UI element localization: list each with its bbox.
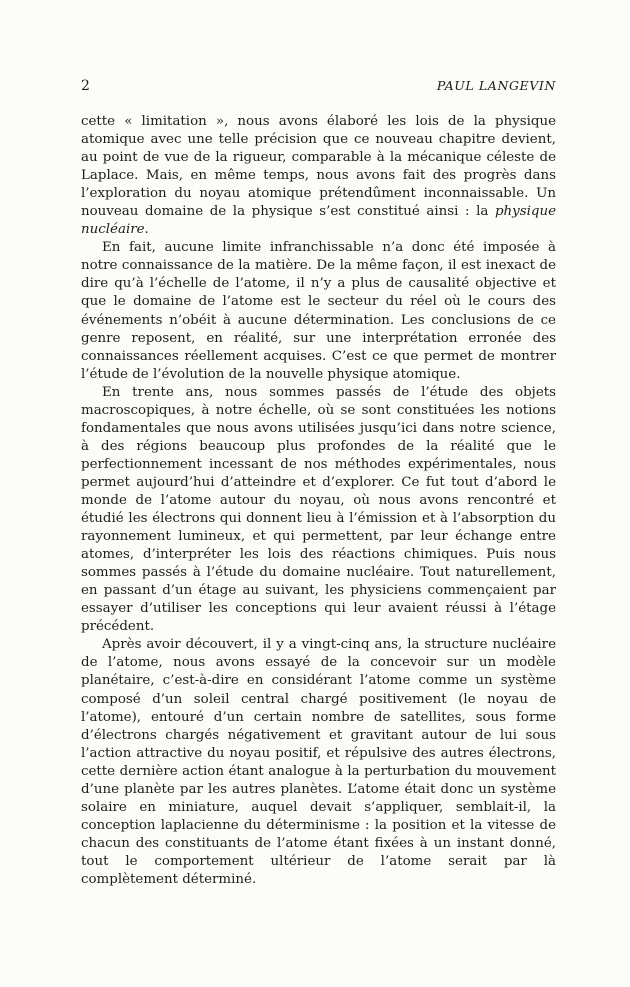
- paragraph-1-text: cette « limitation », nous avons élaboré les lois de la physique atomique avec une telle précision que ce nouveau chapitre devient, au point de vue de la rigueur, comparable à la mécanique céleste de Laplace. Mais, en même temps, nous avons fait des progrès dans l’exploration du noyau atomique prétendûment inconnaissable. Un nouveau domaine de la physique s’est constitué ainsi : la: [81, 114, 556, 220]
- paragraph-1-emphasis: physique nucléaire: [81, 204, 556, 238]
- page-number: 2: [81, 78, 90, 94]
- page-header: [81, 78, 556, 98]
- running-head: PAUL LANGEVIN: [436, 78, 556, 93]
- paragraph-1: [81, 113, 556, 239]
- body-text: [81, 113, 556, 889]
- paragraph-3: En trente ans, nous sommes passés de l’étude des objets macroscopiques, à notre échelle, où se sont constituées les notions fondamentales que nous avons utilisées jusqu’ici dans notre science, à des régions beaucoup plus profondes de la réalité que le perfectionnement incessant de nos méthodes expérimentales, nous permet aujourd’hui d’atteindre et d’explorer. Ce fut tout d’abord le monde de l’atome autour du noyau, où nous avons rencontré et étudié les électrons qui donnent lieu à l’émission et à l’absorption du rayonnement lumineux, et qui permettent, par leur échange entre atomes, d’interpréter les lois des réactions chimiques. Puis nous sommes passés à l’étude du domaine nucléaire. Tout naturellement, en passant d’un étage au suivant, les physiciens commençaient par essayer d’utiliser les conceptions qui leur avaient réussi à l’étage précédent.: [81, 384, 556, 635]
- paragraph-2: En fait, aucune limite infranchissable n’a donc été imposée à notre connaissance de la matière. De la même façon, il est inexact de dire qu’à l’échelle de l’atome, il n’y a plus de causalité objective et que le domaine de l’atome est le secteur du réel où le cours des événements n’obéit à aucune détermination. Les conclusions de ce genre reposent, en réalité, sur une interprétation erronée des connaissances réellement acquises. C’est ce que permet de montrer l’étude de l’évolution de la nouvelle physique atomique.: [81, 240, 556, 382]
- paragraph-1-tail: .: [144, 222, 149, 238]
- paragraph-4: Après avoir découvert, il y a vingt-cinq ans, la structure nucléaire de l’atome, nous avons essayé de la concevoir sur un modèle planétaire, c’est-à-dire en considérant l’atome comme un système composé d’un soleil central chargé positivement (le noyau de l’atome), entouré d’un certain nombre de satellites, sous forme d’électrons chargés négativement et gravitant autour de lui sous l’action attractive du noyau positif, et répulsive des autres électrons, cette dernière action étant analogue à la perturbation du mouvement d’une planète par les autres planètes. L’atome était donc un système solaire en miniature, auquel devait s’appliquer, semblait-il, la conception laplacienne du déterminisme : la position et la vitesse de chacun des constituants de l’atome étant fixées à un instant donné, tout le comportement ultérieur de l’atome serait par là complètement déterminé.: [81, 637, 556, 887]
